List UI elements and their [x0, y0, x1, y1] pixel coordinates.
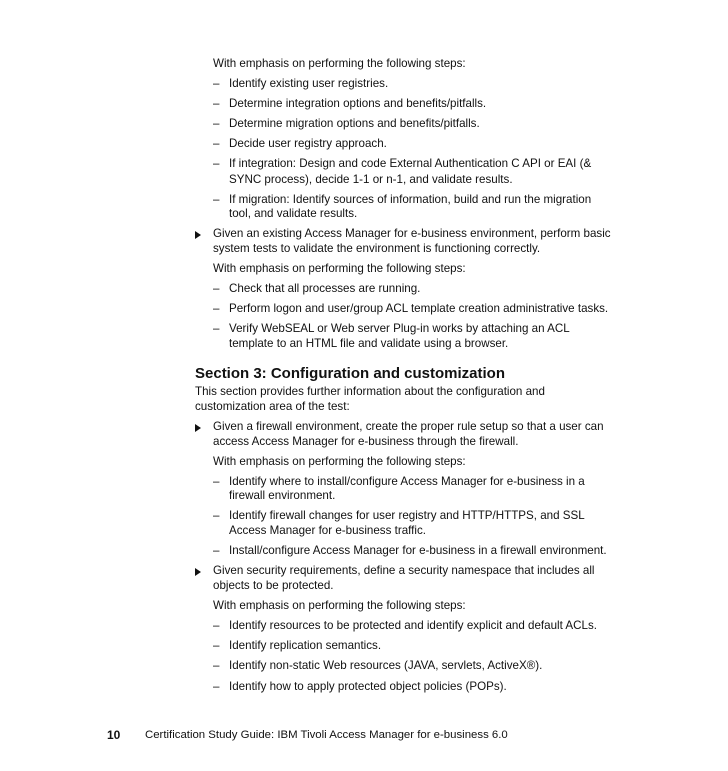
list-item: Identify non-static Web resources (JAVA, servlets, ActiveX®).	[229, 659, 543, 672]
list-item: Identify where to install/configure Access Manager for e-business in a	[229, 475, 585, 488]
list-item: Identify how to apply protected object policies (POPs).	[229, 680, 507, 693]
dash-marker: –	[213, 137, 220, 150]
list-item-continuation: firewall environment.	[229, 489, 336, 502]
footer-book-title: Certification Study Guide: IBM Tivoli Access Manager for e-business 6.0	[145, 729, 508, 741]
list-item: Identify firewall changes for user registry and HTTP/HTTPS, and SSL	[229, 509, 585, 522]
dash-marker: –	[213, 77, 220, 90]
list-item: Verify WebSEAL or Web server Plug-in works by attaching an ACL	[229, 322, 570, 335]
dash-marker: –	[213, 475, 220, 488]
list-item: Identify existing user registries.	[229, 77, 389, 90]
section-intro-continuation: customization area of the test:	[195, 400, 350, 413]
emphasis-line: With emphasis on performing the following steps:	[213, 57, 466, 70]
dash-marker: –	[213, 302, 220, 315]
dash-marker: –	[213, 680, 220, 693]
bullet-text: Given a firewall environment, create the proper rule setup so that a user can	[213, 420, 604, 433]
emphasis-line: With emphasis on performing the following steps:	[213, 262, 466, 275]
bullet-text: Given security requirements, define a security namespace that includes all	[213, 564, 595, 577]
list-item-continuation: template to an HTML file and validate using a browser.	[229, 337, 509, 350]
list-item: Identify resources to be protected and identify explicit and default ACLs.	[229, 619, 597, 632]
list-item: Check that all processes are running.	[229, 282, 421, 295]
dash-marker: –	[213, 639, 220, 652]
section-heading: Section 3: Configuration and customization	[195, 365, 506, 382]
bullet-text-continuation: objects to be protected.	[213, 579, 334, 592]
list-item: If migration: Identify sources of information, build and run the migration	[229, 193, 592, 206]
bullet-triangle-icon	[195, 231, 201, 239]
list-item-continuation: SYNC process), decide 1-1 or n-1, and validate results.	[229, 173, 513, 186]
list-item: Install/configure Access Manager for e-business in a firewall environment.	[229, 544, 607, 557]
dash-marker: –	[213, 619, 220, 632]
list-item-continuation: Access Manager for e-business traffic.	[229, 524, 426, 537]
bullet-triangle-icon	[195, 424, 201, 432]
bullet-text: Given an existing Access Manager for e-business environment, perform basic	[213, 227, 611, 240]
list-item: If integration: Design and code External Authentication C API or EAI (&	[229, 157, 592, 170]
emphasis-line: With emphasis on performing the following steps:	[213, 455, 466, 468]
dash-marker: –	[213, 193, 220, 206]
bullet-text-continuation: access Access Manager for e-business through the firewall.	[213, 435, 519, 448]
list-item: Identify replication semantics.	[229, 639, 382, 652]
list-item-continuation: tool, and validate results.	[229, 207, 358, 220]
list-item: Decide user registry approach.	[229, 137, 387, 150]
dash-marker: –	[213, 97, 220, 110]
emphasis-line: With emphasis on performing the following steps:	[213, 599, 466, 612]
dash-marker: –	[213, 282, 220, 295]
page-number: 10	[107, 728, 121, 742]
list-item: Determine integration options and benefits/pitfalls.	[229, 97, 487, 110]
bullet-triangle-icon	[195, 568, 201, 576]
dash-marker: –	[213, 157, 220, 170]
dash-marker: –	[213, 322, 220, 335]
list-item: Perform logon and user/group ACL template creation administrative tasks.	[229, 302, 609, 315]
dash-marker: –	[213, 659, 220, 672]
dash-marker: –	[213, 544, 220, 557]
dash-marker: –	[213, 509, 220, 522]
bullet-text-continuation: system tests to validate the environment is functioning correctly.	[213, 242, 541, 255]
list-item: Determine migration options and benefits/pitfalls.	[229, 117, 480, 130]
dash-marker: –	[213, 117, 220, 130]
section-intro: This section provides further information about the configuration and	[195, 385, 545, 398]
